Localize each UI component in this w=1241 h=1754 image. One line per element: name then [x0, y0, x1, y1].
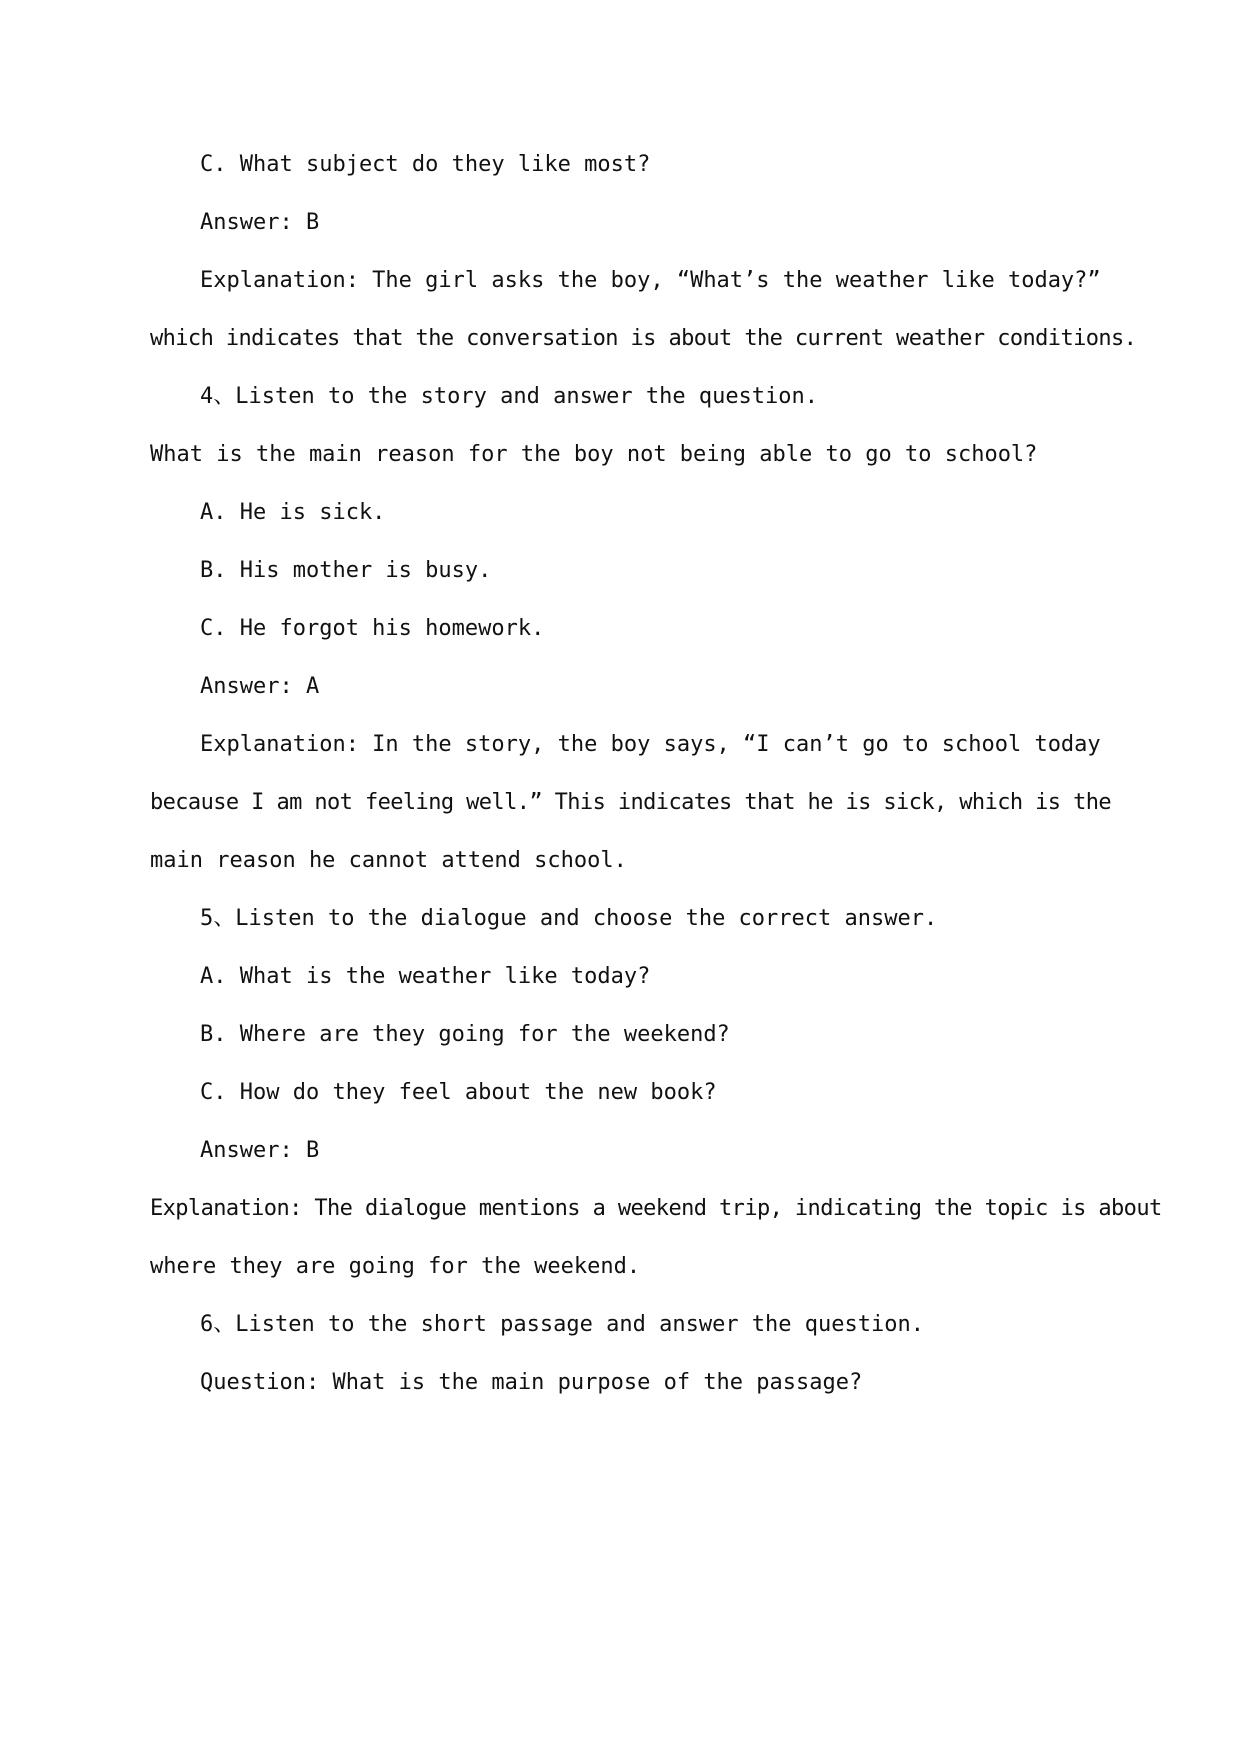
explanation-continuation: which indicates that the conversation is about the current weather conditions.: [150, 326, 1137, 351]
answer-line: Answer: A: [200, 674, 320, 699]
option-b-line: B. Where are they going for the weekend?: [200, 1022, 730, 1047]
question-4-text: What is the main reason for the boy not being able to go to school?: [150, 442, 1038, 467]
question-6-text: Question: What is the main purpose of the passage?: [200, 1370, 863, 1395]
option-a-line: A. He is sick.: [200, 500, 386, 525]
explanation-continuation: where they are going for the weekend.: [150, 1254, 641, 1279]
option-c-line: C. He forgot his homework.: [200, 616, 545, 641]
option-b-line: B. His mother is busy.: [200, 558, 492, 583]
explanation-line: Explanation: The dialogue mentions a weekend trip, indicating the topic is about: [150, 1196, 1162, 1221]
option-c-line: C. What subject do they like most?: [200, 152, 651, 177]
explanation-line: Explanation: In the story, the boy says, “I can’t go to school today: [200, 732, 1101, 757]
explanation-line: Explanation: The girl asks the boy, “What’s the weather like today?”: [200, 268, 1101, 293]
question-5-heading: 5、Listen to the dialogue and choose the correct answer.: [200, 906, 938, 931]
question-4-heading: 4、Listen to the story and answer the question.: [200, 384, 819, 409]
question-6-heading: 6、Listen to the short passage and answer the question.: [200, 1312, 924, 1337]
explanation-continuation: main reason he cannot attend school.: [150, 848, 627, 873]
option-c-line: C. How do they feel about the new book?: [200, 1080, 717, 1105]
explanation-continuation: because I am not feeling well.” This indicates that he is sick, which is the: [150, 790, 1112, 815]
answer-line: Answer: B: [200, 1138, 320, 1163]
option-a-line: A. What is the weather like today?: [200, 964, 651, 989]
answer-line: Answer: B: [200, 210, 320, 235]
